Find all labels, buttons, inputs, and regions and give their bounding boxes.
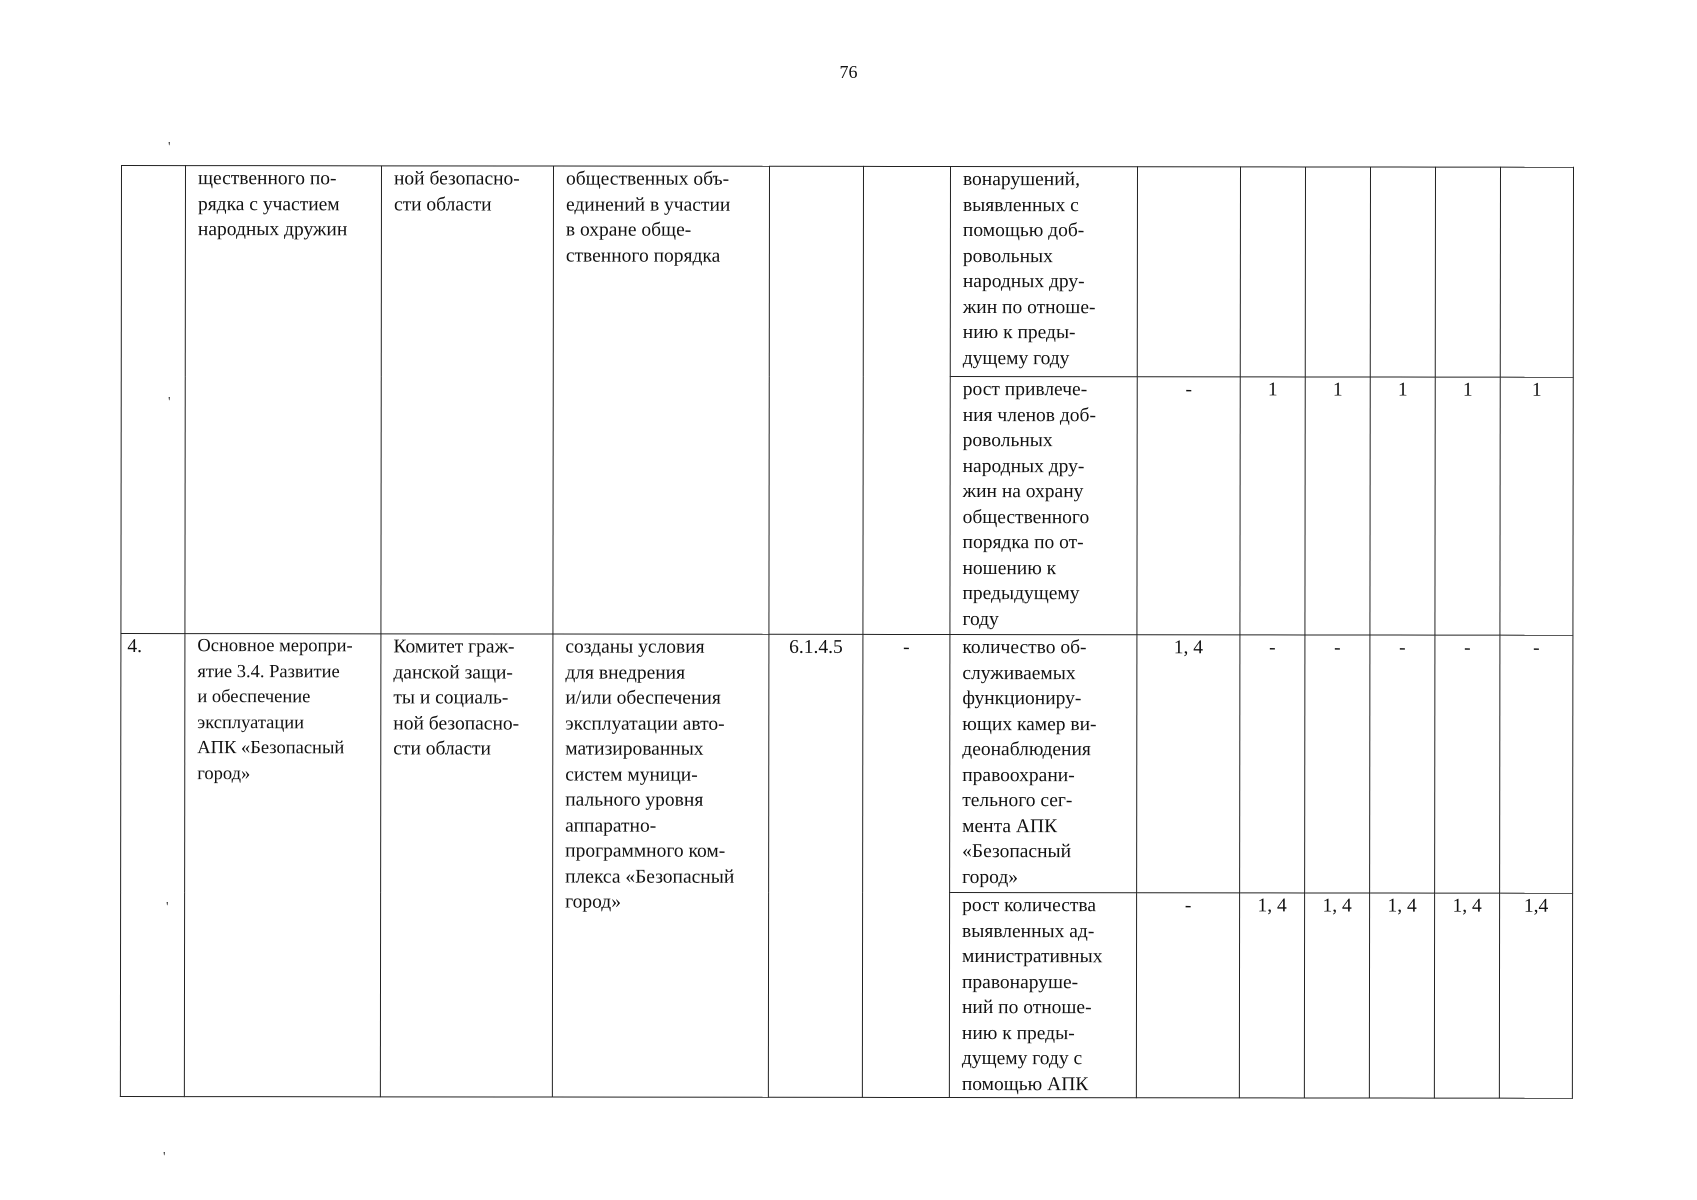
- code-cell: [769, 166, 864, 634]
- dash-cell: [863, 166, 951, 634]
- value-cell: 1: [1370, 377, 1435, 635]
- value-cell: -: [1305, 635, 1370, 893]
- result-cell: общественных объ- единений в участии в охране обще- ственного порядка: [553, 166, 770, 634]
- value-cell: [1435, 167, 1500, 377]
- scan-speck: ': [168, 395, 171, 410]
- result-cell: созданы условия для внедрения и/или обеспечения эксплуатации авто- матизированных систем муници- пального уровня аппаратно- программного ком- плекса «Безопасный город»: [552, 634, 769, 1097]
- value-cell: [1370, 167, 1435, 377]
- value-cell: 1: [1500, 377, 1573, 635]
- dash-cell: -: [862, 634, 950, 1097]
- value-cell: -: [1500, 635, 1573, 893]
- value-cell: -: [1240, 635, 1305, 893]
- value-cell: -: [1370, 635, 1435, 893]
- code-cell: 6.1.4.5: [768, 634, 863, 1097]
- executor-cell: Комитет граж- данской защи- ты и социаль- ной безопасно- сти области: [380, 634, 553, 1097]
- event-cell: Основное меропри- ятие 3.4. Развитие и обеспечение эксплуатации АПК «Безопасный город»: [184, 634, 381, 1097]
- scan-speck: ': [166, 900, 169, 915]
- indicator-cell: рост количества выявленных ад- министративных правонаруше- ний по отноше- нию к преды- дущему году с помощью АПК: [949, 893, 1136, 1098]
- document-table: [120, 165, 1574, 1099]
- value-cell: 1: [1240, 377, 1305, 635]
- value-cell: -: [1137, 377, 1240, 635]
- value-cell: 1: [1305, 377, 1370, 635]
- row-number-cell: [121, 166, 186, 634]
- scan-speck: ': [168, 140, 171, 155]
- value-cell: [1305, 167, 1370, 377]
- scan-speck: ': [163, 1150, 166, 1165]
- table-row: [121, 166, 1573, 378]
- indicator-cell: рост привлече- ния членов доб- ровольных народных дру- жин на охрану общественного порядка по от- ношению к предыдущему году: [950, 377, 1137, 635]
- value-cell: 1, 4: [1434, 893, 1499, 1098]
- value-cell: [1500, 167, 1573, 377]
- executor-cell: ной безопасно- сти области: [381, 166, 554, 634]
- indicator-cell: вонарушений, выявленных с помощью доб- ровольных народных дру- жин по отноше- нию к преды- дущему году: [950, 167, 1137, 377]
- value-cell: 1, 4: [1239, 893, 1304, 1098]
- value-cell: -: [1136, 893, 1239, 1098]
- value-cell: [1240, 167, 1305, 377]
- page-number: 76: [839, 62, 858, 82]
- value-cell: 1: [1435, 377, 1500, 635]
- value-cell: [1137, 167, 1240, 377]
- value-cell: 1, 4: [1304, 893, 1369, 1098]
- value-cell: 1, 4: [1369, 893, 1434, 1098]
- table-row: [121, 634, 1573, 894]
- value-cell: 1,4: [1499, 893, 1572, 1098]
- value-cell: -: [1435, 635, 1500, 893]
- indicator-cell: количество об- служиваемых функциониру- ющих камер ви- деонаблюдения правоохрани- тельного сег- мента АПК «Безопасный город»: [950, 635, 1137, 893]
- row-number-cell: 4.: [120, 634, 185, 1097]
- event-cell: щественного по- рядка с участием народных дружин: [185, 166, 382, 634]
- document-table-wrapper: [120, 165, 1573, 1097]
- value-cell: 1, 4: [1137, 635, 1240, 893]
